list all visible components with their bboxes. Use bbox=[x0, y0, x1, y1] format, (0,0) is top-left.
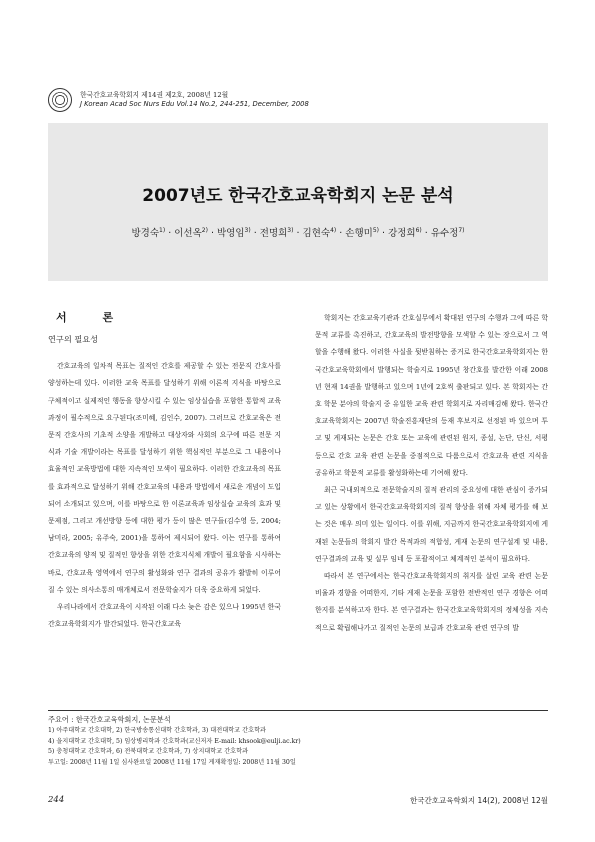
author-affiliation-mark: 1) bbox=[159, 226, 166, 234]
author-affiliation-mark: 5) bbox=[372, 226, 379, 234]
right-column bbox=[315, 310, 548, 637]
body-paragraph: 간호교육의 일차적 목표는 질적인 간호를 제공할 수 있는 전문직 간호사를 양성하는데 있다. 이러한 교육 목표를 달성하기 위해 이론적 지식을 바탕으로 구체적이고 실제적인 행동을 향상시킬 수 있는 임상실습을 포함한 통합적 교육과정이 필수적으로 요구된다(조미혜, 김인수, 2007). 그러므로 간호교육은 전문직 간호사의 기초적 소양을 개발하고 대상자와 사회의 요구에 따른 전문 지식과 기술 개발이라는 목표를 달성하기 위한 핵심적인 부분으로 그 내용이나 효율적인 교육방법에 대한 지속적인 모색이 필요하다. 이러한 간호교육의 목표를 효과적으로 달성하기 위해 간호교육의 내용과 방법에서 새로운 개념이 도입되어 소개되고 있으며, 이를 바탕으로 한 이론교육과 임상실습 교육의 효과 및 문제점, 그리고 개선방향 등에 대한 평가 등이 많은 연구들(김수영 등, 2004; 남미라, 2005; 유주숙, 2001)을 통하여 제시되어 왔다. 이는 연구를 통하여 간호교육의 양적 및 질적인 향상을 위한 간호지식체 개발이 필요함을 시사하는 바로, 간호교육 영역에서 연구의 활성화와 연구 결과의 공유가 활발히 이루어 질 수 있는 의사소통의 매개체로서 전문학술지가 더욱 중요하게 되었다. bbox=[48, 362, 281, 594]
author-name: 강정희 bbox=[388, 228, 416, 239]
author-separator: · bbox=[336, 228, 346, 239]
header-journal-korean: 한국간호교육학회지 제14권 제2호, 2008년 12월 bbox=[80, 91, 229, 99]
footnote-line: 5) 충청대학교 간호학과, 6) 전북대학교 간호학과, 7) 상지대학교 간호학과 bbox=[48, 748, 249, 756]
running-header bbox=[48, 88, 548, 120]
author-affiliation-mark: 6) bbox=[415, 226, 422, 234]
keywords: 주요어 : 한국간호교육학회지, 논문분석 bbox=[48, 715, 171, 724]
journal-seal-logo bbox=[48, 88, 72, 112]
author-separator: · bbox=[250, 228, 260, 239]
author-affiliation-mark: 3) bbox=[287, 226, 294, 234]
footnote-line: 투고일: 2008년 11월 1일 심사완료일 2008년 11월 17일 게재확정일: 2008년 11월 30일 bbox=[48, 758, 296, 766]
author-list bbox=[48, 225, 548, 239]
author-affiliation-mark: 3) bbox=[244, 226, 251, 234]
body-paragraph: 학회지는 간호교육기관과 간호실무에서 확대된 연구의 수행과 그에 따른 학문적 교류를 촉진하고, 간호교육의 발전방향을 모색할 수 있는 장으로서 그 역할을 수행해 왔다. 이러한 사실을 뒷받침하는 증거로 한국간호교육학회지는 한국간호교육학회에서 발행되는 학술지로 1995년 창간호를 발간한 이래 2008년 현재 14권을 발행하고 있으며 1년에 2호씩 출판되고 있다. 본 학회지는 간호 학문 분야의 학술지 중 유일한 교육 관련 학회지로 자리매김해 왔다. 한국간호교육학회지는 2007년 학술진흥재단의 등재 후보지로 선정된 바 있으며 투고 및 게재되는 논문은 간호 또는 교육에 관련된 원저, 종설, 논단, 단신, 서평 등으로 간호 교육 관련 논문을 중점적으로 다룸으로서 간호교육 관련 지식을 공유하고 학문적 교류를 활성화하는데 기여해 왔다. bbox=[315, 314, 548, 477]
author-separator: · bbox=[379, 228, 389, 239]
author-separator: · bbox=[421, 228, 431, 239]
left-column bbox=[48, 305, 281, 633]
author-name: 손행미 bbox=[345, 228, 373, 239]
paper-title: 2007년도 한국간호교육학회지 논문 분석 bbox=[142, 186, 454, 206]
footnote-divider bbox=[48, 710, 548, 711]
body-paragraph: 우리나라에서 간호교육이 시작된 이래 다소 늦은 감은 있으나 1995년 한국간호교육학회지가 발간되었다. 한국간호교육 bbox=[48, 603, 281, 629]
author-name: 유수정 bbox=[430, 228, 459, 239]
footnote-line: 1) 아주대학교 간호대학, 2) 한국방송통신대학 간호학과, 3) 대전대학교 간호학과 bbox=[48, 727, 267, 734]
footnotes bbox=[48, 714, 548, 768]
author-name: 박영임 bbox=[217, 228, 245, 239]
subsection-heading: 연구의 필요성 bbox=[48, 334, 99, 345]
footnote-line: 4) 을지대학교 간호대학, 5) 임상병리학과 간호학과(교신저자 E-mail: khsook@eulji.ac.kr) bbox=[48, 737, 301, 745]
author-name: 전명희 bbox=[259, 228, 288, 239]
author-affiliation-mark: 2) bbox=[201, 226, 208, 234]
author-name: 이선옥 bbox=[174, 228, 202, 239]
author-affiliation-mark: 7) bbox=[458, 226, 465, 234]
section-heading: 서 론 bbox=[56, 311, 130, 324]
page-number: 244 bbox=[48, 795, 65, 805]
header-journal-english: J Korean Acad Soc Nurs Edu Vol.14 No.2, 244-251, December, 2008 bbox=[80, 100, 309, 108]
footer-journal: 한국간호교육학회지 14(2), 2008년 12월 bbox=[409, 796, 548, 805]
author-separator: · bbox=[207, 228, 217, 239]
author-name: 김현숙 bbox=[302, 228, 331, 239]
author-separator: · bbox=[165, 228, 175, 239]
body-paragraph: 최근 국내외적으로 전문학술지의 질적 관리의 중요성에 대한 관심이 증가되고 있는 상황에서 한국간호교육학회지의 질적 향상을 위해 자체 평가를 해 보는 것은 매우 의미 있는 일이다. 이를 위해, 지금까지 한국간호교육학회지에 게재된 논문들의 학회지 발간 목적과의 적합성, 게재 논문의 연구설계 및 내용, 연구결과의 교육 및 실무 임네 등 포괄적이고 체계적인 분석이 필요하다. bbox=[315, 486, 548, 563]
author-separator: · bbox=[293, 228, 303, 239]
title-block bbox=[48, 123, 548, 281]
author-name: 방경숙 bbox=[131, 228, 159, 239]
body-paragraph: 따라서 본 연구에서는 한국간호교육학회지의 취지를 살린 교육 관련 논문 비율과 경향을 어떠한지, 기타 게재 논문을 포함한 전반적인 연구 경향은 어떠한지를 분석하고자 한다. 본 연구결과는 한국간호교육학회지의 정체성을 지속적으로 확립해나가고 질적인 논문의 보급과 간호교육 관련 연구의 발 bbox=[315, 572, 548, 632]
author-affiliation-mark: 4) bbox=[330, 226, 337, 234]
